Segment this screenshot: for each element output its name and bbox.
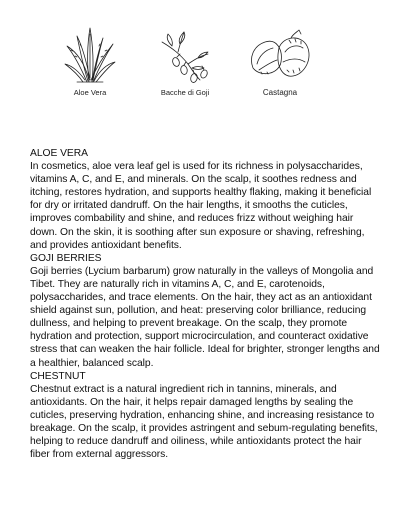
ingredient-aloe-vera xyxy=(55,26,125,97)
section-heading-chestnut: CHESTNUT xyxy=(30,370,86,382)
ingredient-label-goji-berries: Bacche di Goji xyxy=(160,88,210,97)
ingredient-descriptions xyxy=(30,147,380,461)
ingredient-goji-berries xyxy=(150,26,220,97)
section-heading-goji-berries: GOJI BERRIES xyxy=(30,252,102,264)
section-heading-aloe-vera: ALOE VERA xyxy=(30,148,88,159)
aloe-vera-icon xyxy=(63,26,117,84)
ingredient-chestnut xyxy=(240,26,320,97)
section-text-aloe-vera: In cosmetics, aloe vera leaf gel is used for its richness in polysaccharides, vitamins A, C, and E, and minerals. On the scalp, it soothes redness and itching, restores hydration, and supports healthy flaking, making it beneficial for dry or irritated dandruff. On the hair lengths, it smooths the cuticles, improves combability and shine, and reduces frizz without weighing hair down. On the skin, it is soothing after sun exposure or shaving, refreshing, and provides antioxidant benefits. xyxy=(30,161,372,251)
chestnut-icon xyxy=(247,26,313,84)
section-text-chestnut: Chestnut extract is a natural ingredient rich in tannins, minerals, and antioxidants. On the hair, it helps repair damaged lengths by sealing the cuticles, preserving hydration, enhancing shine, and increasing resistance to breakage. On the scalp, it provides astringent and sebum-regulating benefits, helping to reduce dandruff and oiliness, while antioxidants protect the hair fiber from external aggressors. xyxy=(30,383,378,461)
goji-berries-icon xyxy=(158,26,212,84)
ingredient-icons-row xyxy=(0,0,416,110)
ingredient-label-aloe-vera: Aloe Vera xyxy=(73,88,107,97)
section-text-goji-berries: Goji berries (Lycium barbarum) grow naturally in the valleys of Mongolia and Tibet. They are naturally rich in vitamins A, C, and E, carotenoids, polysaccharides, and trace elements. On the hair, they act as an antioxidant shield against sun, pollution, and heat: preserving color brilliance, reducing dullness, and helping to prevent breakage. On the scalp, they promote hydration and protection, support microcirculation, and counteract oxidative stress that can weaken the hair follicle. Ideal for brighter, stronger lengths and a healthier, balanced scalp. xyxy=(30,265,380,369)
ingredient-label-chestnut: Castagna xyxy=(262,88,298,97)
